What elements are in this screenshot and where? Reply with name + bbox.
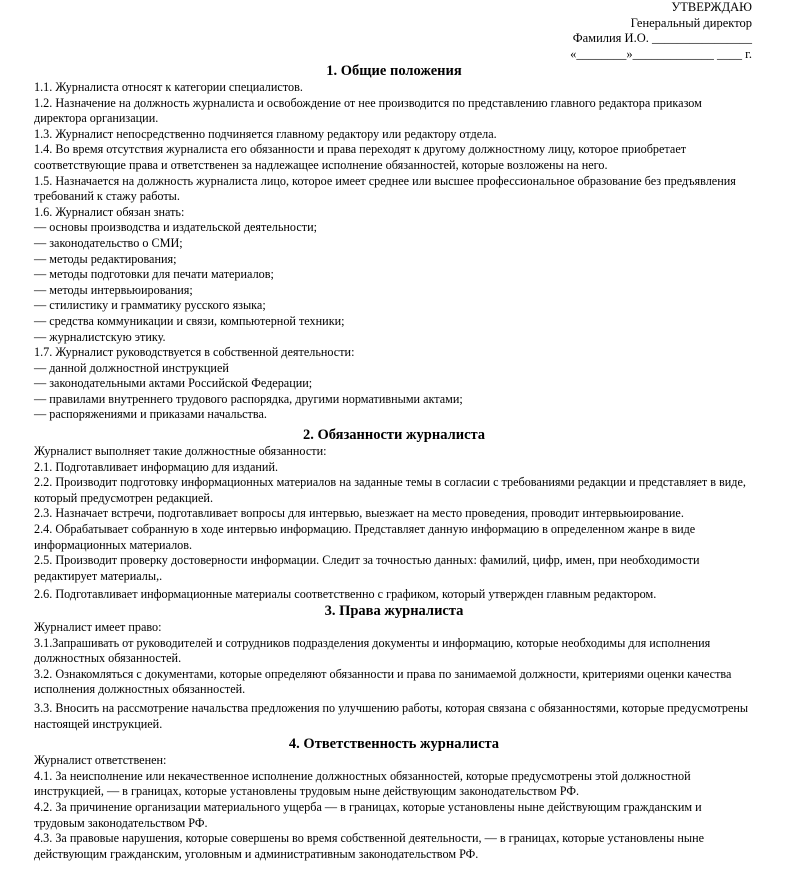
list-item: — законодательными актами Российской Федерации;	[34, 376, 313, 391]
para-1-3: 1.3. Журналист непосредственно подчиняется главному редактору или редактору отдела.	[34, 126, 497, 141]
section-3-intro: Журналист имеет право:	[34, 620, 162, 634]
section-1-title: 1. Общие положения	[326, 63, 462, 79]
para-2-1: 2.1. Подготавливает информацию для изданий.	[34, 459, 279, 474]
para-2-4: 2.4. Обрабатывает собранную в ходе интервью информацию. Представляет данную информацию в определенном жанре в виде информационных материалов.	[34, 522, 696, 552]
para-2-3: 2.3. Назначает встречи, подготавливает вопросы для интервью, выезжает на место проведения, проводит интервьюирование.	[34, 506, 684, 521]
section-4-intro: Журналист ответственен:	[34, 753, 167, 768]
para-4-2: 4.2. За причинение организации материального ущерба — в границах, которые установлены ныне действующим гражданским и трудовым законодательством РФ.	[34, 799, 702, 830]
para-3-2: 3.2. Ознакомляться с документами, которые определяют обязанности и права по занимаемой должности, критериями оценки качества исполнения должностных обязанностей.	[34, 666, 732, 697]
approve-date-line: «________»_____________ ____ г.	[570, 46, 752, 61]
section-3-title: 3. Права журналиста	[324, 603, 464, 619]
para-1-6: 1.6. Журналист обязан знать:	[34, 204, 185, 219]
list-item: — методы интервьюирования;	[34, 282, 193, 297]
para-1-5: 1.5. Назначается на должность журналиста лицо, которое имеет среднее или высшее профессиональное образование без предъявления требований к стажу работы.	[34, 173, 736, 204]
para-3-1: 3.1.Запрашивать от руководителей и сотрудников подразделения документы и информацию, которые необходимы для исполнения должностных обязанностей.	[34, 635, 711, 666]
list-item: — основы производства и издательской деятельности;	[34, 220, 317, 235]
section-4-title: 4. Ответственность журналиста	[288, 736, 500, 753]
approve-title: УТВЕРЖДАЮ	[671, 0, 752, 14]
list-item: — журналистскую этику.	[34, 329, 166, 344]
approve-name-line: Фамилия И.О. ________________	[572, 31, 752, 45]
list-item: — распоряжениями и приказами начальства.	[34, 407, 267, 422]
list-item: — правилами внутреннего трудового распорядка, другими нормативными актами;	[34, 391, 463, 406]
approve-position: Генеральный директор	[630, 15, 752, 30]
para-1-7: 1.7. Журналист руководствуется в собственной деятельности:	[34, 345, 355, 360]
para-1-2: 1.2. Назначение на должность журналиста и освобождение от нее производится по представлению главного редактора приказом директора организации.	[34, 95, 702, 126]
list-item: — законодательство о СМИ;	[34, 235, 183, 250]
list-item: — данной должностной инструкцией	[34, 360, 229, 375]
para-4-1: 4.1. За неисполнение или некачественное исполнение должностных обязанностей, которые предусмотрены этой должностной инструкцией, — в границах, которые установлены трудовым ныне действующим законодательством РФ.	[34, 768, 691, 799]
document-body	[34, 63, 754, 862]
section-2-intro: Журналист выполняет такие должностные обязанности:	[34, 444, 327, 459]
para-3-3: 3.3. Вносить на рассмотрение начальства предложения по улучшению работы, которая связана с обязанностями, которые предусмотрены настоящей инструкцией.	[34, 700, 749, 731]
list-item: — методы редактирования;	[34, 251, 177, 266]
list-item: — средства коммуникации и связи, компьютерной техники;	[34, 313, 345, 328]
para-2-2: 2.2. Производит подготовку информационных материалов на заданные темы в согласии с требованиями редакции и представляет в виде, который предусмотрен редакцией.	[34, 475, 746, 505]
para-2-6: 2.6. Подготавливает информационные материалы соответственно с графиком, который утвержден главным редактором.	[34, 587, 657, 602]
section-2-title: 2. Обязанности журналиста	[302, 427, 486, 444]
list-item: — методы подготовки для печати материалов;	[34, 267, 274, 282]
para-1-4: 1.4. Во время отсутствия журналиста его обязанности и права переходят к другому должностному лицу, которое приобретает соответствующие права и ответственен за надлежащее исполнение обязанностей, которые возложены на него.	[34, 142, 687, 172]
para-1-1: 1.1. Журналиста относят к категории специалистов.	[34, 80, 303, 94]
para-2-5: 2.5. Производит проверку достоверности информации. Следит за точностью данных: фамилий, цифр, имен, при необходимости редактирует материалы,.	[34, 553, 700, 583]
para-4-3: 4.3. За правовые нарушения, которые совершены во время собственной деятельности, — в границах, которые установлены ныне действующим гражданским, уголовным и административным законодательством РФ.	[34, 831, 705, 861]
list-item: — стилистику и грамматику русского языка;	[34, 298, 266, 313]
approval-block	[570, 0, 752, 62]
